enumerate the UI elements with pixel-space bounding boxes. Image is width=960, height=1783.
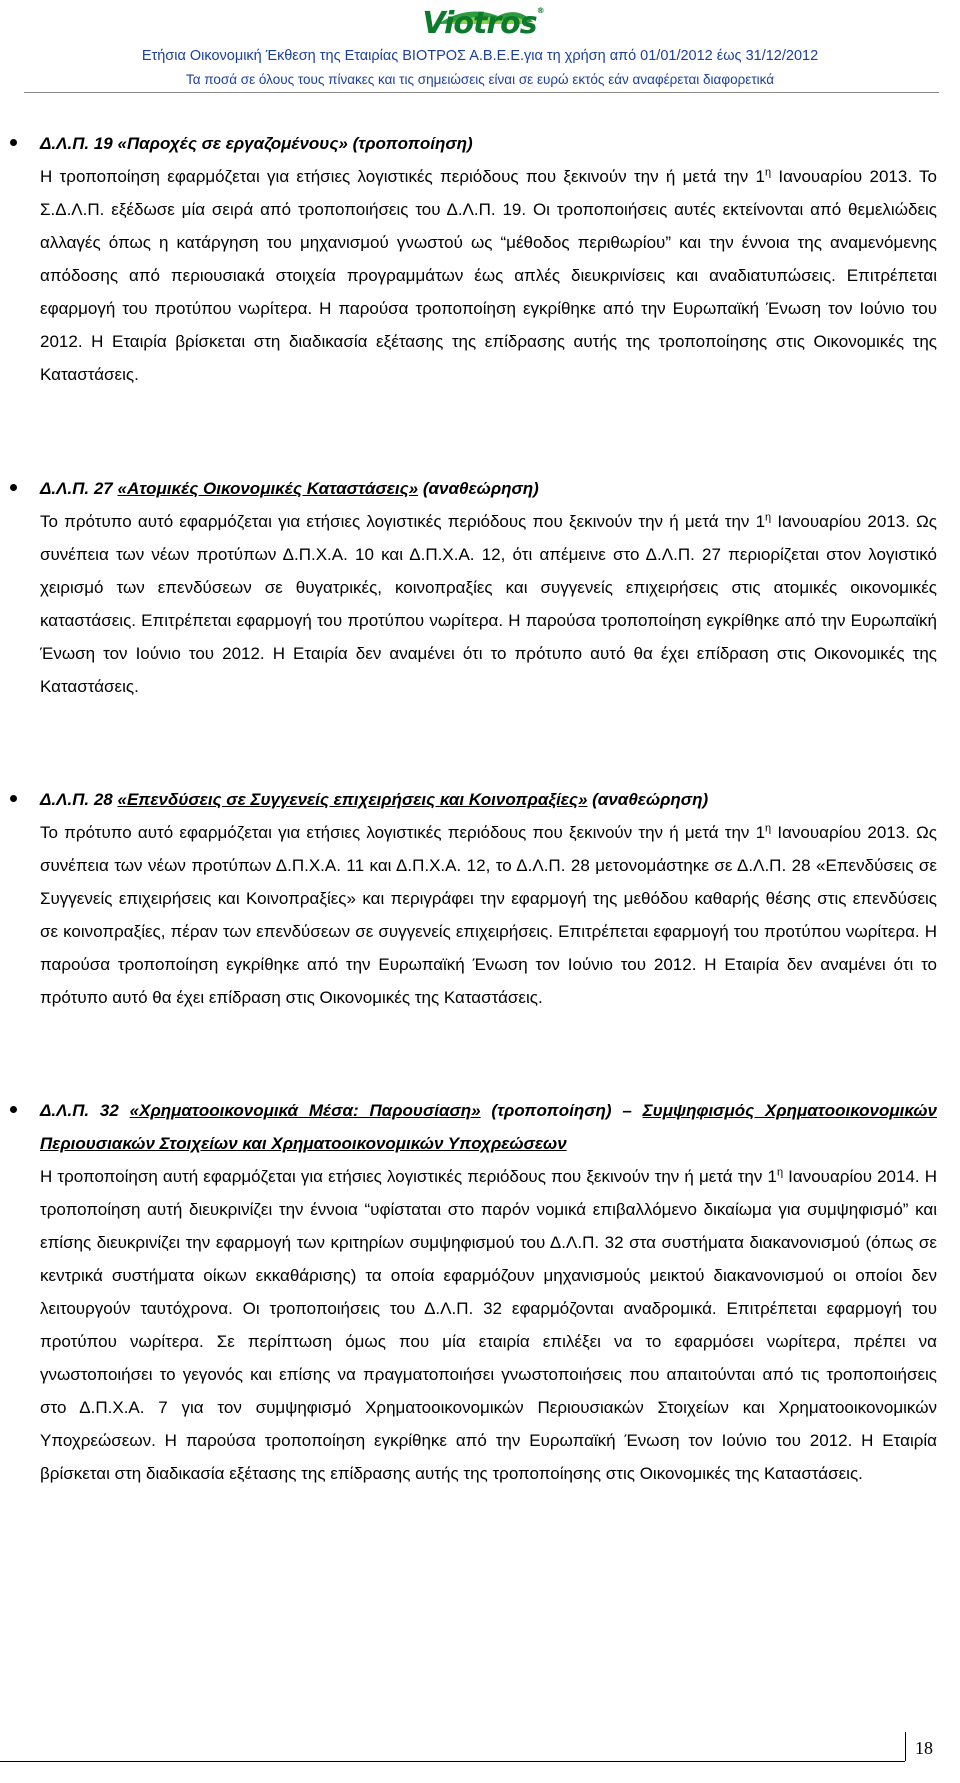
report-title: Ετήσια Οικονομική Έκθεση της Εταιρίας ΒΙΟΤΡΟΣ Α.Β.Ε.Ε.για τη χρήση από 01/01/2012 έως 31/12/2012 <box>141 48 819 64</box>
company-logo <box>408 2 558 50</box>
title-prefix: Δ.Λ.Π. 32 <box>40 1101 130 1120</box>
section-body-intro: Η τροποποίηση αυτή εφαρμόζεται για ετήσιες λογιστικές περιόδους που ξεκινούν την ή μετά την 1 <box>40 1167 777 1186</box>
title-prefix: Δ.Λ.Π. 28 <box>40 790 118 809</box>
title-suffix: (αναθεώρηση) <box>587 790 709 809</box>
section-text <box>40 127 937 391</box>
bullet-marker <box>10 795 17 802</box>
page-header <box>0 0 960 87</box>
section-text <box>40 1094 937 1490</box>
title-prefix: Δ.Λ.Π. 19 <box>40 134 118 153</box>
footer-divider <box>0 1761 905 1762</box>
section-body: Ιανουαρίου 2014. Η τροποποίηση αυτή διευκρινίζει την έννοια “υφίσταται στο παρόν νομικά επιβαλλόμενο δικαίωμα για συμψηφισμό” και επίσης διευκρινίζει την εφαρμογή των κριτηρίων συμψηφισμού του Δ.Λ.Π. 32 στα συστήματα διακανονισμού (όπως σε κεντρικά συστήματα οίκων εκκαθάρισης) τα οποία εφαρμόζουν μηχανισμούς μεικτού διακανονισμού οι οποίοι δεν λειτουργούν ταυτόχρονα. Οι τροποποιήσεις του Δ.Λ.Π. 32 εφαρμόζονται αναδρομικά. Επιτρέπεται εφαρμογή του προτύπου νωρίτερα. Σε περίπτωση όμως που μία εταιρία επιλέξει να το εφαρμόσει νωρίτερα, πρέπει να γνωστοποιήσει το γεγονός και επίσης να πραγματοποιήσει γνωστοποιήσεις που απαιτούνται από τις τροποποιήσεις στο Δ.Π.Χ.Α. 7 για τον συμψηφισμό Χρηματοοικονομικών Περιουσιακών Στοιχείων και Χρηματοοικονομικών Υποχρεώσεων. Η παρούσα τροποποίηση εγκρίθηκε από την Ευρωπαϊκή Ένωση τον Ιούνιο του 2012. Η Εταιρία βρίσκεται στη διαδικασία εξέτασης της επίδρασης αυτής της τροποποίησης στις Οικονομικές της Καταστάσεις. <box>40 1167 937 1483</box>
ordinal-superscript: η <box>764 166 772 179</box>
header-divider <box>24 92 939 93</box>
title-prefix: Δ.Λ.Π. 27 <box>40 479 118 498</box>
title-main: «Επενδύσεις σε Συγγενείς επιχειρήσεις και Κοινοπραξίες» <box>117 790 588 809</box>
section-body-intro: Η τροποποίηση εφαρμόζεται για ετήσιες λογιστικές περιόδους που ξεκινούν την ή μετά την 1 <box>40 167 765 186</box>
logo-wordmark <box>408 6 558 41</box>
footer-divider-vertical <box>905 1732 906 1761</box>
bullet-marker <box>10 139 17 146</box>
ordinal-superscript: η <box>765 511 772 524</box>
title-main: «Παροχές σε εργαζομένους» (τροποποίηση) <box>117 134 473 153</box>
logo-registered-mark: ® <box>536 6 544 15</box>
section-body: Ιανουαρίου 2013. Το Σ.Δ.Λ.Π. εξέδωσε μία σειρά από τροποποιήσεις του Δ.Λ.Π. 19. Οι τροποποιήσεις αυτές εκτείνονται από θεμελιώδεις αλλαγές όπως η κατάργηση του μηχανισμού γνωστού ως “μέθοδος περιθωρίου” και την έννοια της αναμενόμενης απόδοσης από περιουσιακά στοιχεία προγραμμάτων έως απλές διευκρινίσεις και αναδιατυπώσεις. Επιτρέπεται εφαρμογή του προτύπου νωρίτερα. Η παρούσα τροποποίηση εγκρίθηκε από την Ευρωπαϊκή Ένωση τον Ιούνιο του 2012. Η Εταιρία βρίσκεται στη διαδικασία εξέτασης της επίδρασης αυτής της τροποποίησης στις Οικονομικές της Καταστάσεις. <box>40 167 937 384</box>
section-body-intro: Το πρότυπο αυτό εφαρμόζεται για ετήσιες λογιστικές περιόδους που ξεκινούν την ή μετά την 1 <box>40 823 766 842</box>
bullet-marker <box>10 484 17 491</box>
section-body-intro: Το πρότυπο αυτό εφαρμόζεται για ετήσιες λογιστικές περιόδους που ξεκινούν την ή μετά την 1 <box>40 512 766 531</box>
section-title <box>40 479 539 498</box>
section-title <box>40 1101 937 1153</box>
section-body: Ιανουαρίου 2013. Ως συνέπεια των νέων προτύπων Δ.Π.Χ.Α. 10 και Δ.Π.Χ.Α. 12, ότι απέμεινε στο Δ.Λ.Π. 27 περιορίζεται στον λογιστικό χειρισμό των επενδύσεων σε θυγατρικές, κοινοπραξίες και συγγενείς επιχειρήσεις στις ατομικές οικονομικές καταστάσεις. Επιτρέπεται εφαρμογή του προτύπου νωρίτερα. Η παρούσα τροποποίηση εγκρίθηκε από την Ευρωπαϊκή Ένωση τον Ιούνιο του 2012. Η Εταιρία δεν αναμένει ότι το πρότυπο αυτό θα έχει επίδραση στις Οικονομικές της Καταστάσεις. <box>40 512 937 696</box>
logo-wordmark-text: Viotros <box>422 6 537 41</box>
title-main: «Χρηματοοικονομικά Μέσα: Παρουσίαση» <box>129 1101 481 1120</box>
ordinal-superscript: η <box>776 1166 784 1179</box>
title-tail: Συμψηφισμός Χρηματοοικονομικών Περιουσιακών Στοιχείων και Χρηματοοικονομικών Υποχρεώσεων <box>40 1101 937 1153</box>
title-suffix: (αναθεώρηση) <box>418 479 539 498</box>
section-text <box>40 472 937 703</box>
section-title <box>40 134 473 153</box>
section-body: Ιανουαρίου 2013. Ως συνέπεια των νέων προτύπων Δ.Π.Χ.Α. 11 και Δ.Π.Χ.Α. 12, το Δ.Λ.Π. 28 μετονομάστηκε σε Δ.Λ.Π. 28 «Επενδύσεις σε Συγγενείς επιχειρήσεις και Κοινοπραξίες» και περιγράφει την εφαρμογή της μεθόδου καθαρής θέσης στις επενδύσεις σε κοινοπραξίες, πέραν των επενδύσεων σε συγγενείς επιχειρήσεις. Επιτρέπεται εφαρμογή του προτύπου νωρίτερα. Η παρούσα τροποποίηση εγκρίθηκε από την Ευρωπαϊκή Ένωση τον Ιούνιο του 2012. Η Εταιρία δεν αναμένει ότι το πρότυπο αυτό θα έχει επίδραση στις Οικονομικές της Καταστάσεις. <box>40 823 937 1007</box>
section-text <box>40 783 937 1014</box>
page-number: 18 <box>915 1738 933 1758</box>
currency-note: Τα ποσά σε όλους τους πίνακες και τις σημειώσεις είναι σε ευρώ εκτός εάν αναφέρεται διαφορετικά <box>185 72 775 87</box>
title-suffix: (τροποποίηση) – <box>480 1101 643 1120</box>
title-main: «Ατομικές Οικονομικές Καταστάσεις» <box>117 479 419 498</box>
ordinal-superscript: η <box>765 822 772 835</box>
section-title <box>40 790 708 809</box>
bullet-marker <box>10 1106 17 1113</box>
